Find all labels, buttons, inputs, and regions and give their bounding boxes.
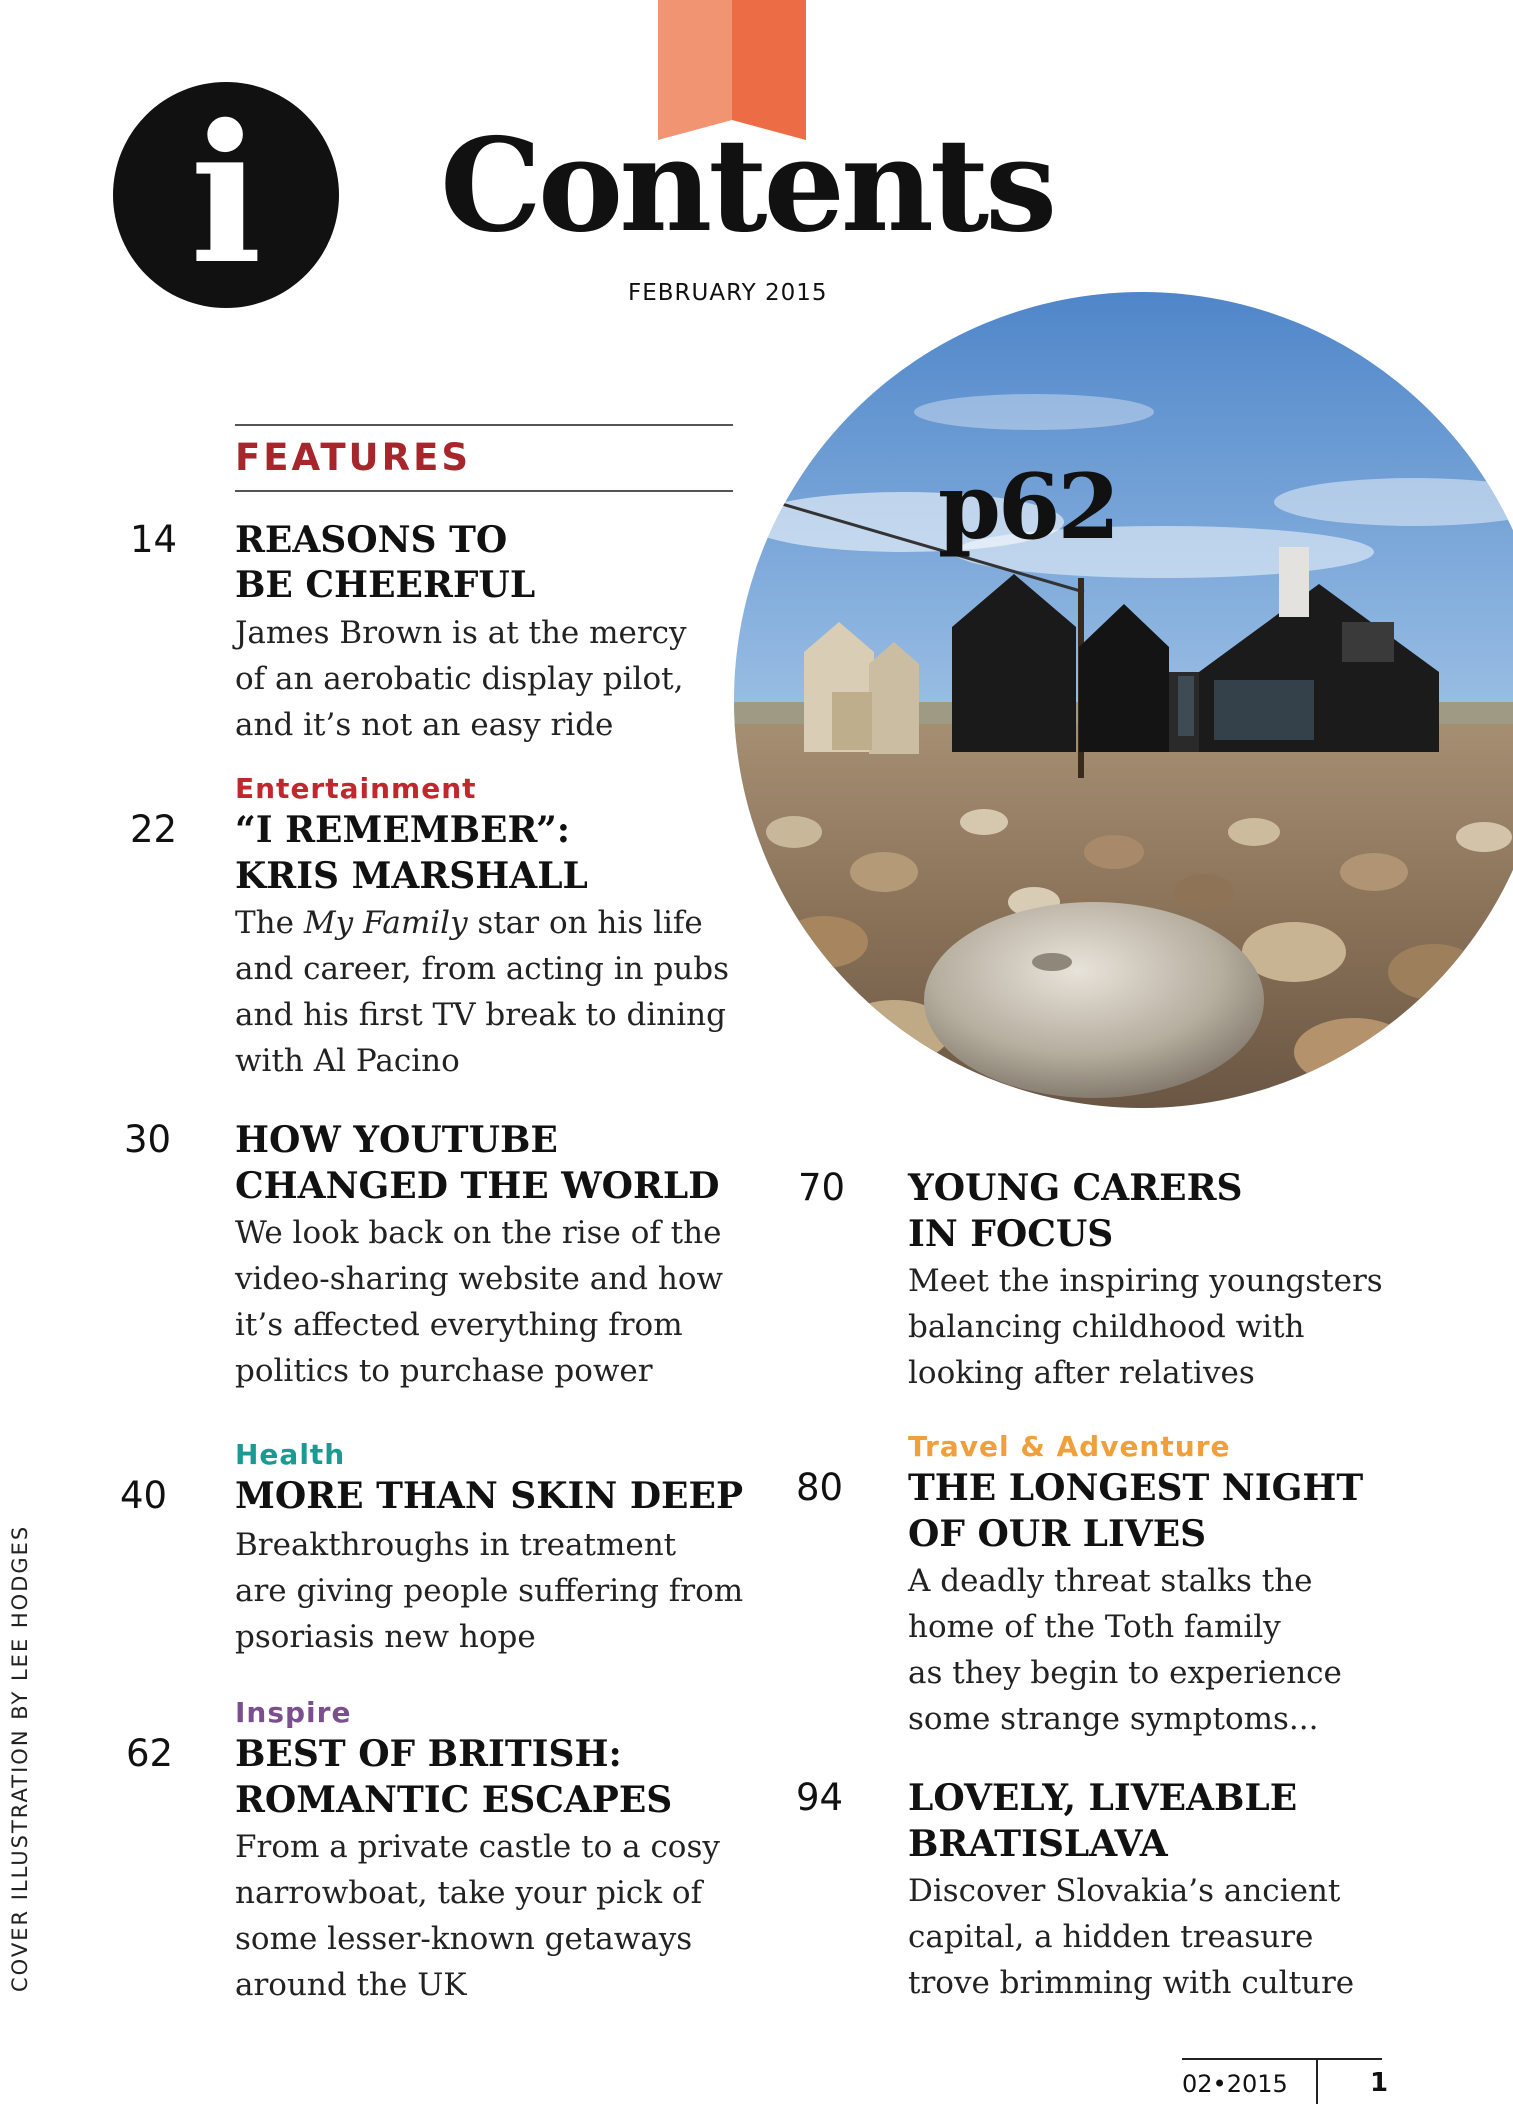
article-description: trove brimming with culture (908, 1965, 1355, 2001)
feature-photo (734, 292, 1513, 1108)
article-description: it’s affected everything from (235, 1307, 683, 1343)
article-description: We look back on the rise of the (235, 1215, 722, 1251)
article-description: narrowboat, take your pick of (235, 1875, 703, 1911)
article-description: Meet the inspiring youngsters (908, 1263, 1383, 1299)
page-number: 62 (126, 1732, 174, 1775)
category-label-entertainment: Entertainment (235, 772, 477, 805)
article-description: psoriasis new hope (235, 1619, 536, 1655)
page-number: 30 (124, 1118, 172, 1161)
article-description: James Brown is at the mercy (235, 615, 687, 651)
cover-credit: COVER ILLUSTRATION BY LEE HODGES (8, 1524, 32, 1992)
photo-page-label: p62 (938, 454, 1118, 560)
footer-issue-date: 02•2015 (1182, 2070, 1288, 2098)
issue-date: FEBRUARY 2015 (628, 280, 828, 306)
article-description: Breakthroughs in treatment (235, 1527, 677, 1563)
article-description: and career, from acting in pubs (235, 951, 730, 987)
article-description: Discover Slovakia’s ancient (908, 1873, 1341, 1909)
page-number: 70 (798, 1166, 846, 1209)
article-description: as they begin to experience (908, 1655, 1342, 1691)
page-number: 22 (130, 808, 178, 851)
section-rule-bottom (235, 490, 733, 492)
article-headline: CHANGED THE WORLD (235, 1165, 720, 1207)
article-headline: THE LONGEST NIGHT (908, 1467, 1364, 1509)
page-number: 80 (796, 1466, 844, 1509)
article-headline: IN FOCUS (908, 1213, 1114, 1255)
footer-rule (1182, 2058, 1382, 2060)
article-description: are giving people suffering from (235, 1573, 744, 1609)
article-description: politics to purchase power (235, 1353, 653, 1389)
article-headline: ROMANTIC ESCAPES (235, 1779, 673, 1821)
article-headline: BE CHEERFUL (235, 564, 536, 606)
article-description: capital, a hidden treasure (908, 1919, 1314, 1955)
section-heading: FEATURES (235, 436, 472, 479)
article-headline: BRATISLAVA (908, 1823, 1168, 1865)
article-description: video-sharing website and how (235, 1261, 724, 1297)
page-number: 40 (120, 1474, 168, 1517)
article-headline: KRIS MARSHALL (235, 855, 588, 897)
article-description: and his first TV break to dining (235, 997, 726, 1033)
article-description: and it’s not an easy ride (235, 707, 614, 743)
article-description: From a private castle to a cosy (235, 1829, 720, 1865)
page-title: Contents (440, 111, 1054, 261)
article-headline: HOW YOUTUBE (235, 1119, 558, 1161)
category-label-inspire: Inspire (235, 1696, 352, 1729)
article-description: some lesser-known getaways (235, 1921, 693, 1957)
page-number: 14 (130, 518, 178, 561)
footer-divider (1316, 2058, 1318, 2104)
info-logo-letter: i (189, 83, 263, 306)
article-description: some strange symptoms... (908, 1701, 1319, 1737)
article-description: around the UK (235, 1967, 467, 2003)
article-description: with Al Pacino (235, 1043, 460, 1079)
category-label-health: Health (235, 1438, 346, 1471)
article-headline: “I REMEMBER”: (235, 809, 571, 851)
section-rule-top (235, 424, 733, 426)
show-title: My Family (303, 905, 468, 941)
article-headline: REASONS TO (235, 519, 508, 561)
category-label-travel: Travel & Adventure (908, 1430, 1231, 1463)
article-headline: MORE THAN SKIN DEEP (235, 1475, 744, 1517)
article-description: A deadly threat stalks the (908, 1563, 1313, 1599)
article-description: The My Family star on his life (235, 905, 703, 941)
article-headline: LOVELY, LIVEABLE (908, 1777, 1298, 1819)
article-headline: YOUNG CARERS (908, 1167, 1243, 1209)
footer-page-number: 1 (1370, 2068, 1389, 2098)
article-description: balancing childhood with (908, 1309, 1305, 1345)
article-headline: BEST OF BRITISH: (235, 1733, 622, 1775)
article-headline: OF OUR LIVES (908, 1513, 1207, 1555)
article-description: of an aerobatic display pilot, (235, 661, 684, 697)
article-description: home of the Toth family (908, 1609, 1281, 1645)
page-number: 94 (796, 1776, 844, 1819)
article-description: looking after relatives (908, 1355, 1255, 1391)
